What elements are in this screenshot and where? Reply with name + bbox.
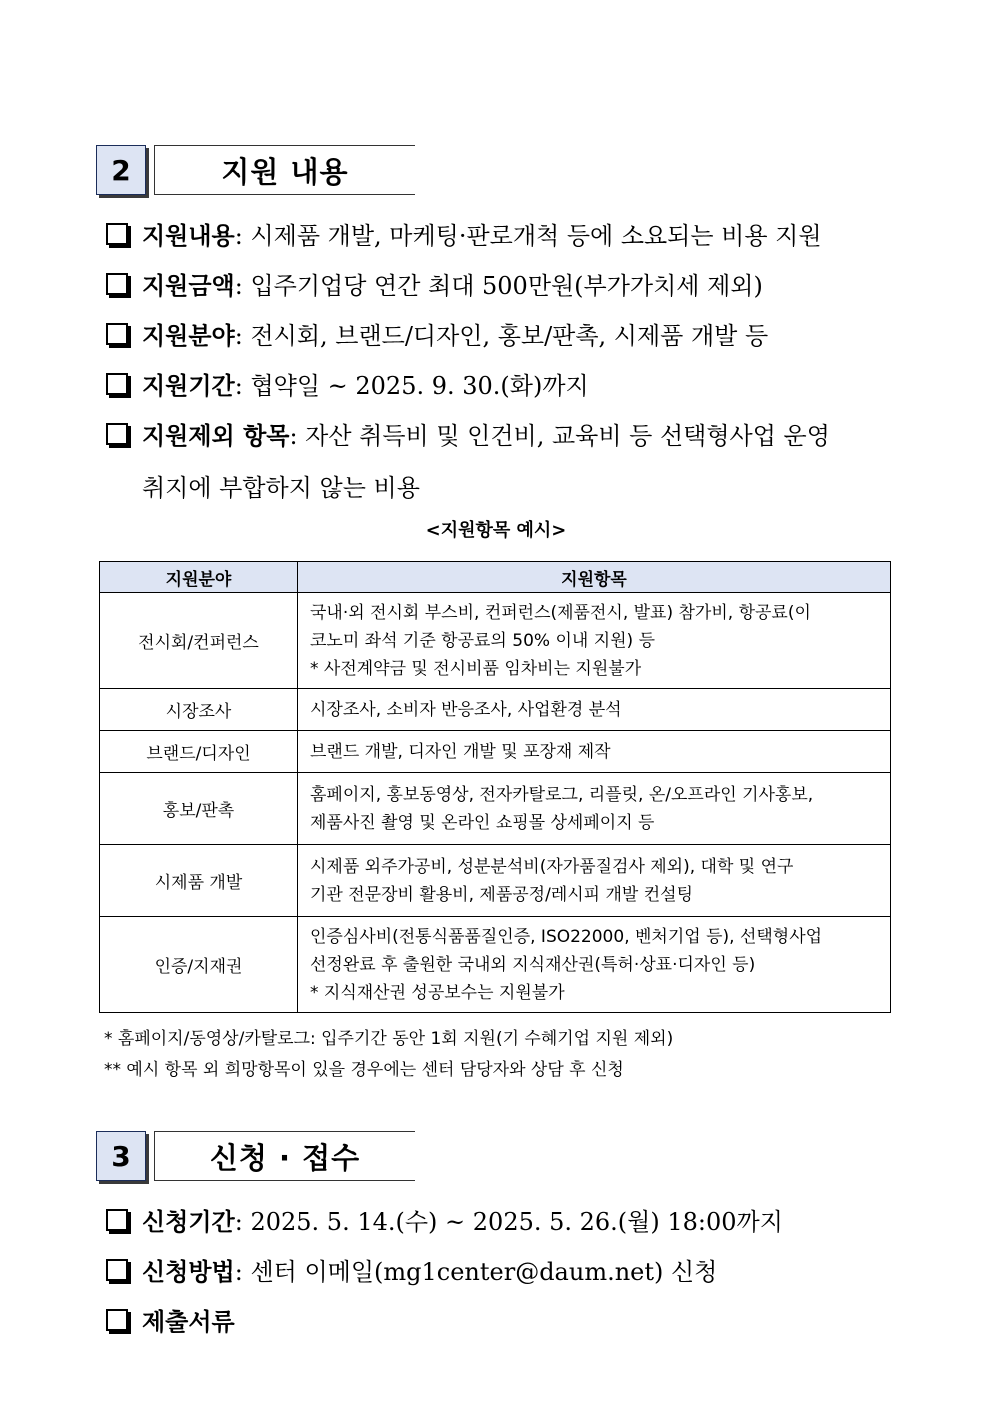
table-row bbox=[100, 845, 891, 917]
item-line: 인증심사비(전통식품품질인증, ISO22000, 벤처기업 등), 선택형사업 bbox=[310, 926, 823, 947]
checkbox-square-icon bbox=[106, 1309, 128, 1331]
item-line: 국내·외 전시회 부스비, 컨퍼런스(제품전시, 발표) 참가비, 항공료(이 bbox=[310, 602, 811, 623]
footnote: * 홈페이지/동영상/카탈로그: 입주기간 동안 1회 지원(기 수혜기업 지원 제외) bbox=[104, 1029, 674, 1049]
support-items-table bbox=[99, 561, 891, 1013]
items-cell bbox=[298, 593, 891, 689]
section-title: 신청 · 접수 bbox=[154, 1131, 415, 1181]
section-title: 지원 내용 bbox=[154, 145, 415, 195]
bullet-term: 지원기간 bbox=[142, 371, 235, 400]
checkbox-square-icon bbox=[106, 1209, 128, 1231]
footnote: ** 예시 항목 외 희망항목이 있을 경우에는 센터 담당자와 상담 후 신청 bbox=[104, 1060, 624, 1080]
category-cell: 인증/지재권 bbox=[100, 917, 298, 1013]
bullet-required-documents bbox=[106, 1302, 235, 1337]
table-header-row bbox=[100, 562, 891, 593]
bullet-term: 지원분야 bbox=[142, 321, 235, 350]
checkbox-square-icon bbox=[106, 323, 128, 345]
bullet-support-period bbox=[106, 366, 589, 401]
table-row bbox=[100, 731, 891, 773]
bullet-term: 지원금액 bbox=[142, 271, 235, 300]
item-line: 코노미 좌석 기준 항공료의 50% 이내 지원) 등 bbox=[310, 630, 655, 651]
bullet-application-method bbox=[106, 1252, 717, 1287]
table-row bbox=[100, 593, 891, 689]
bullet-term: 제출서류 bbox=[142, 1307, 235, 1336]
section-number: 3 bbox=[96, 1131, 146, 1181]
items-cell bbox=[298, 731, 891, 773]
checkbox-square-icon bbox=[106, 223, 128, 245]
item-line: 선정완료 후 출원한 국내외 지식재산권(특허·상표·디자인 등) bbox=[310, 954, 756, 975]
item-line: 시장조사, 소비자 반응조사, 사업환경 분석 bbox=[310, 699, 622, 720]
category-cell: 시제품 개발 bbox=[100, 845, 298, 917]
item-line: 기관 전문장비 활용비, 제품공정/레시피 개발 컨설팅 bbox=[310, 884, 694, 905]
bullet-text: : 협약일 ~ 2025. 9. 30.(화)까지 bbox=[234, 372, 589, 400]
bullet-text: : 시제품 개발, 마케팅·판로개척 등에 소요되는 비용 지원 bbox=[234, 222, 822, 250]
checkbox-square-icon bbox=[106, 1259, 128, 1281]
table-row bbox=[100, 917, 891, 1013]
item-line: 브랜드 개발, 디자인 개발 및 포장재 제작 bbox=[310, 741, 611, 762]
category-cell: 시장조사 bbox=[100, 689, 298, 731]
bullet-text: : 2025. 5. 14.(수) ~ 2025. 5. 26.(월) 18:00까지 bbox=[234, 1208, 783, 1236]
column-header: 지원분야 bbox=[100, 562, 298, 593]
bullet-text: : 자산 취득비 및 인건비, 교육비 등 선택형사업 운영 bbox=[289, 422, 830, 450]
category-cell: 홍보/판촉 bbox=[100, 773, 298, 845]
bullet-excluded-items bbox=[106, 416, 830, 451]
category-cell: 전시회/컨퍼런스 bbox=[100, 593, 298, 689]
section-3-header bbox=[96, 1131, 416, 1181]
item-line: 시제품 외주가공비, 성분분석비(자가품질검사 제외), 대학 및 연구 bbox=[310, 856, 794, 877]
bullet-term: 신청기간 bbox=[142, 1207, 235, 1236]
table-caption: <지원항목 예시> bbox=[425, 520, 567, 541]
section-number: 2 bbox=[96, 145, 146, 195]
item-line: * 사전계약금 및 전시비품 임차비는 지원불가 bbox=[310, 658, 642, 679]
bullet-application-period bbox=[106, 1202, 783, 1237]
bullet-text: : 입주기업당 연간 최대 500만원(부가가치세 제외) bbox=[234, 272, 763, 300]
bullet-support-content bbox=[106, 216, 822, 251]
items-cell bbox=[298, 773, 891, 845]
bullet-text: : 센터 이메일(mg1center@daum.net) 신청 bbox=[234, 1258, 718, 1286]
items-cell bbox=[298, 689, 891, 731]
item-line: 제품사진 촬영 및 온라인 쇼핑몰 상세페이지 등 bbox=[310, 812, 655, 833]
checkbox-square-icon bbox=[106, 273, 128, 295]
bullet-continuation: 취지에 부합하지 않는 비용 bbox=[142, 474, 420, 502]
bullet-term: 지원내용 bbox=[142, 221, 235, 250]
table-row bbox=[100, 773, 891, 845]
column-header: 지원항목 bbox=[298, 562, 891, 593]
item-line: 홈페이지, 홍보동영상, 전자카탈로그, 리플릿, 온/오프라인 기사홍보, bbox=[310, 784, 814, 805]
section-2-header bbox=[96, 145, 416, 195]
item-line: * 지식재산권 성공보수는 지원불가 bbox=[310, 982, 565, 1003]
bullet-term: 신청방법 bbox=[142, 1257, 235, 1286]
checkbox-square-icon bbox=[106, 373, 128, 395]
items-cell bbox=[298, 917, 891, 1013]
bullet-support-field bbox=[106, 316, 768, 351]
items-cell bbox=[298, 845, 891, 917]
bullet-text: : 전시회, 브랜드/디자인, 홍보/판촉, 시제품 개발 등 bbox=[234, 322, 769, 350]
table-row bbox=[100, 689, 891, 731]
checkbox-square-icon bbox=[106, 423, 128, 445]
bullet-support-amount bbox=[106, 266, 763, 301]
bullet-term: 지원제외 항목 bbox=[142, 421, 290, 450]
category-cell: 브랜드/디자인 bbox=[100, 731, 298, 773]
